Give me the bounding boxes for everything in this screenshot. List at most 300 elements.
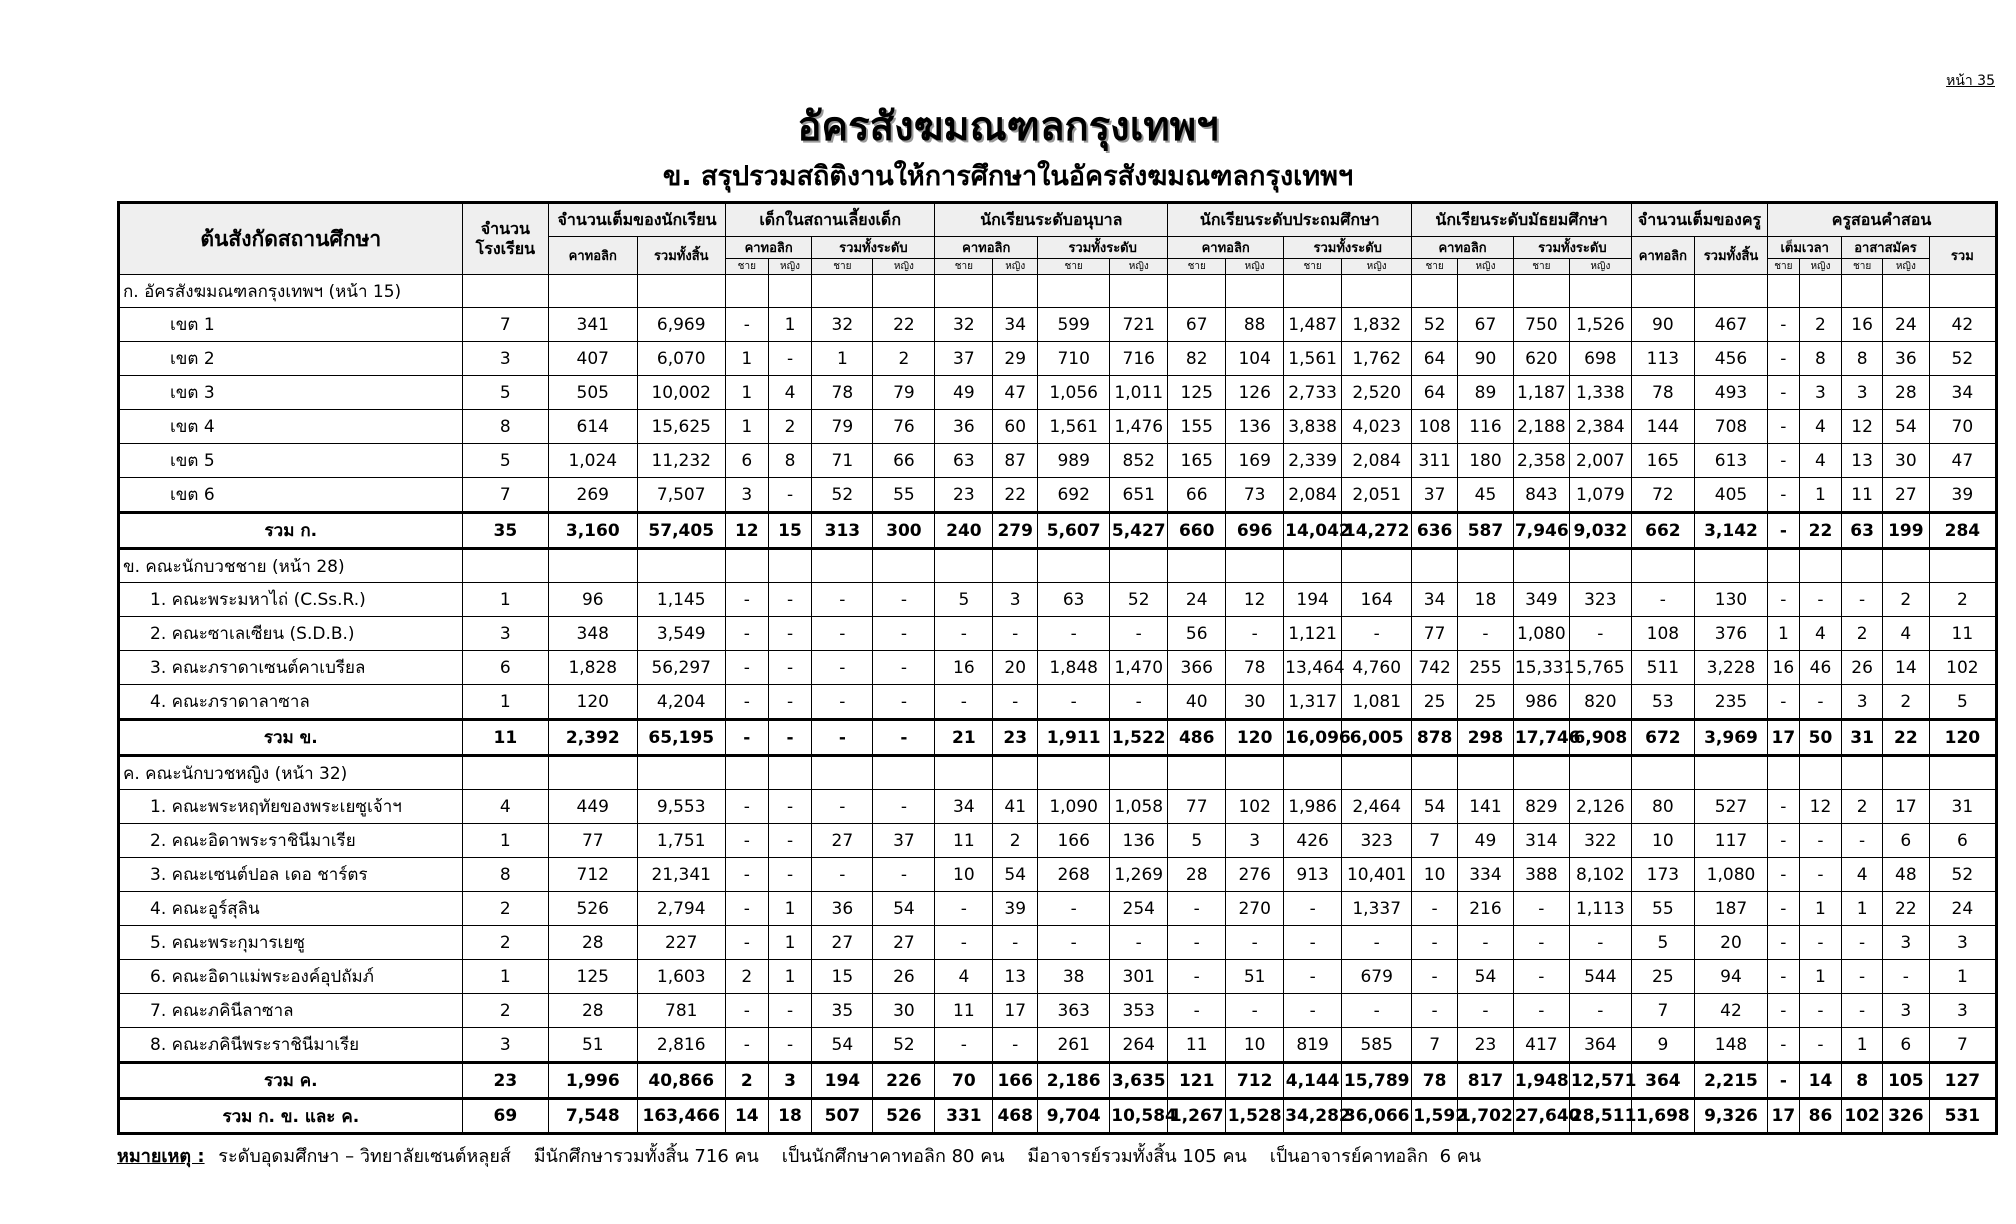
table-cell: 194 xyxy=(1284,583,1342,617)
table-cell: 82 xyxy=(1168,342,1226,376)
table-cell: 1,828 xyxy=(549,651,637,685)
table-cell: 56 xyxy=(1168,617,1226,651)
table-cell: 8 xyxy=(1799,342,1842,376)
table-cell: 11 xyxy=(1929,617,1996,651)
table-cell xyxy=(1842,756,1883,790)
table-cell: 16,096 xyxy=(1284,720,1342,756)
table-cell: 3,228 xyxy=(1694,651,1767,685)
table-cell: 1,592 xyxy=(1412,1099,1458,1134)
table-cell: 1,832 xyxy=(1342,308,1412,342)
table-cell: 2,339 xyxy=(1284,444,1342,478)
table-cell: 3 xyxy=(993,583,1038,617)
table-cell xyxy=(462,549,548,583)
table-cell: - xyxy=(1882,960,1929,994)
header-female: หญิง xyxy=(1882,259,1929,275)
table-cell: 53 xyxy=(1631,685,1694,720)
row-label: ข. คณะนักบวชชาย (หน้า 28) xyxy=(119,549,463,583)
table-cell: 8 xyxy=(768,444,812,478)
table-cell: 1 xyxy=(462,960,548,994)
header-male: ชาย xyxy=(1412,259,1458,275)
table-cell xyxy=(637,756,725,790)
table-cell: 279 xyxy=(993,513,1038,549)
table-cell: 829 xyxy=(1513,790,1569,824)
table-cell: 3,549 xyxy=(637,617,725,651)
table-cell: - xyxy=(873,790,935,824)
table-cell xyxy=(1168,275,1226,308)
table-cell: 8 xyxy=(1842,342,1883,376)
table-cell: 3 xyxy=(1929,994,1996,1028)
header-male: ชาย xyxy=(1842,259,1883,275)
header-teachers-catholic: คาทอลิก xyxy=(1631,237,1694,275)
table-cell: 113 xyxy=(1631,342,1694,376)
header-female: หญิง xyxy=(1342,259,1412,275)
table-cell: - xyxy=(1110,685,1168,720)
table-cell: 742 xyxy=(1412,651,1458,685)
table-cell: 363 xyxy=(1038,994,1110,1028)
table-cell: 6,005 xyxy=(1342,720,1412,756)
table-cell: 264 xyxy=(1110,1028,1168,1063)
table-cell: - xyxy=(725,583,768,617)
table-cell: 692 xyxy=(1038,478,1110,513)
table-cell xyxy=(1342,549,1412,583)
table-cell: 216 xyxy=(1458,892,1514,926)
table-cell: 30 xyxy=(1226,685,1284,720)
table-cell xyxy=(768,756,812,790)
table-cell xyxy=(1412,275,1458,308)
table-cell: 353 xyxy=(1110,994,1168,1028)
table-cell xyxy=(1929,549,1996,583)
table-cell: - xyxy=(768,858,812,892)
table-cell xyxy=(1569,275,1631,308)
table-cell: 21 xyxy=(935,720,993,756)
table-cell: 2 xyxy=(993,824,1038,858)
table-cell: 37 xyxy=(935,342,993,376)
table-cell: 331 xyxy=(935,1099,993,1134)
table-cell: - xyxy=(1569,994,1631,1028)
table-cell: 86 xyxy=(1799,1099,1842,1134)
table-cell xyxy=(812,756,873,790)
header-secondary: นักเรียนระดับมัธยมศึกษา xyxy=(1412,203,1632,237)
table-cell: 1 xyxy=(1768,617,1800,651)
header-female: หญิง xyxy=(993,259,1038,275)
table-cell: 155 xyxy=(1168,410,1226,444)
table-cell: 52 xyxy=(1929,858,1996,892)
table-cell: 1 xyxy=(768,960,812,994)
table-cell: 2 xyxy=(1842,790,1883,824)
table-cell: 1,145 xyxy=(637,583,725,617)
header-teachers-full: จำนวนเต็มของครู xyxy=(1631,203,1767,237)
header-male: ชาย xyxy=(812,259,873,275)
table-cell: 17 xyxy=(993,994,1038,1028)
table-cell: - xyxy=(768,1028,812,1063)
table-cell xyxy=(549,549,637,583)
row-label: 4. คณะอูร์สุลิน xyxy=(119,892,463,926)
table-cell: 6,969 xyxy=(637,308,725,342)
header-primary-all-levels: รวมทั้งระดับ xyxy=(1284,237,1412,259)
table-cell: 15,789 xyxy=(1342,1063,1412,1099)
table-cell: - xyxy=(1842,583,1883,617)
table-cell: 28 xyxy=(549,926,637,960)
table-cell: 144 xyxy=(1631,410,1694,444)
header-teachers-total: รวมทั้งสิ้น xyxy=(1694,237,1767,275)
table-row xyxy=(119,926,1997,960)
table-cell: 10 xyxy=(1631,824,1694,858)
table-cell: 57,405 xyxy=(637,513,725,549)
table-cell: 9,326 xyxy=(1694,1099,1767,1134)
table-cell xyxy=(1694,756,1767,790)
table-cell: 36 xyxy=(812,892,873,926)
table-cell xyxy=(768,549,812,583)
table-row xyxy=(119,410,1997,444)
table-cell: 141 xyxy=(1458,790,1514,824)
table-cell: - xyxy=(1768,824,1800,858)
table-cell: - xyxy=(1569,926,1631,960)
table-cell: - xyxy=(1284,892,1342,926)
table-cell: - xyxy=(1342,617,1412,651)
table-cell: 4,023 xyxy=(1342,410,1412,444)
table-cell: 40 xyxy=(1168,685,1226,720)
table-cell: 662 xyxy=(1631,513,1694,549)
table-cell: 73 xyxy=(1226,478,1284,513)
table-cell: 364 xyxy=(1569,1028,1631,1063)
table-cell: 311 xyxy=(1412,444,1458,478)
table-cell: 2,126 xyxy=(1569,790,1631,824)
row-label: 1. คณะพระหฤทัยของพระเยซูเจ้าฯ xyxy=(119,790,463,824)
table-cell: 49 xyxy=(935,376,993,410)
header-male: ชาย xyxy=(725,259,768,275)
table-cell: 37 xyxy=(1412,478,1458,513)
table-cell: 10 xyxy=(1412,858,1458,892)
table-cell: 1 xyxy=(1799,478,1842,513)
table-cell: 10 xyxy=(935,858,993,892)
table-cell: 2,051 xyxy=(1342,478,1412,513)
table-cell: 52 xyxy=(1412,308,1458,342)
table-cell: - xyxy=(1799,583,1842,617)
table-cell: 585 xyxy=(1342,1028,1412,1063)
table-cell: 52 xyxy=(812,478,873,513)
table-cell: 94 xyxy=(1694,960,1767,994)
table-cell: - xyxy=(873,685,935,720)
row-label: เขต 5 xyxy=(119,444,463,478)
table-cell: 672 xyxy=(1631,720,1694,756)
row-label: 5. คณะพระกุมารเยซู xyxy=(119,926,463,960)
table-cell: 25 xyxy=(1631,960,1694,994)
header-male: ชาย xyxy=(1168,259,1226,275)
table-cell: 1 xyxy=(462,583,548,617)
table-cell: 405 xyxy=(1694,478,1767,513)
table-cell: - xyxy=(1768,342,1800,376)
header-teaching-total: รวม xyxy=(1929,237,1996,275)
table-cell: 1,337 xyxy=(1342,892,1412,926)
table-cell: 4 xyxy=(1799,444,1842,478)
table-row xyxy=(119,651,1997,685)
table-cell: 3 xyxy=(1929,926,1996,960)
table-cell: 511 xyxy=(1631,651,1694,685)
table-cell: 69 xyxy=(462,1099,548,1134)
table-cell: 41 xyxy=(993,790,1038,824)
table-cell xyxy=(1458,275,1514,308)
table-cell xyxy=(935,756,993,790)
table-cell: 39 xyxy=(1929,478,1996,513)
table-cell: 14,042 xyxy=(1284,513,1342,549)
table-cell: 2,816 xyxy=(637,1028,725,1063)
table-cell: 65,195 xyxy=(637,720,725,756)
table-cell: - xyxy=(1799,685,1842,720)
table-cell: 24 xyxy=(1929,892,1996,926)
table-cell: 348 xyxy=(549,617,637,651)
table-cell: 270 xyxy=(1226,892,1284,926)
table-cell: 117 xyxy=(1694,824,1767,858)
table-cell: 37 xyxy=(873,824,935,858)
table-cell: 235 xyxy=(1694,685,1767,720)
table-cell: 39 xyxy=(993,892,1038,926)
table-cell: 34 xyxy=(1929,376,1996,410)
table-cell: 27 xyxy=(873,926,935,960)
table-cell: 9,553 xyxy=(637,790,725,824)
table-cell: 2,186 xyxy=(1038,1063,1110,1099)
table-cell: 750 xyxy=(1513,308,1569,342)
table-cell: 1,948 xyxy=(1513,1063,1569,1099)
table-cell: 6 xyxy=(462,651,548,685)
table-cell: 22 xyxy=(993,478,1038,513)
row-label: รวม ก. xyxy=(119,513,463,549)
table-cell: - xyxy=(725,685,768,720)
table-cell: 34 xyxy=(993,308,1038,342)
table-cell: 14 xyxy=(1882,651,1929,685)
table-row xyxy=(119,617,1997,651)
table-cell xyxy=(1768,756,1800,790)
table-cell: 9,704 xyxy=(1038,1099,1110,1134)
table-cell xyxy=(1882,275,1929,308)
table-cell: - xyxy=(1513,994,1569,1028)
row-label: เขต 6 xyxy=(119,478,463,513)
table-cell: 300 xyxy=(873,513,935,549)
table-cell: 52 xyxy=(1110,583,1168,617)
table-cell: 12 xyxy=(1842,410,1883,444)
table-cell: 660 xyxy=(1168,513,1226,549)
table-cell: 127 xyxy=(1929,1063,1996,1099)
table-cell: 10,002 xyxy=(637,376,725,410)
table-cell: 2,007 xyxy=(1569,444,1631,478)
footnote xyxy=(117,1141,1481,1170)
table-cell: 16 xyxy=(935,651,993,685)
table-cell: - xyxy=(812,858,873,892)
table-cell: 721 xyxy=(1110,308,1168,342)
table-cell: 11 xyxy=(935,824,993,858)
table-cell: 5,607 xyxy=(1038,513,1110,549)
table-cell: - xyxy=(1842,994,1883,1028)
table-cell: 89 xyxy=(1458,376,1514,410)
table-cell xyxy=(1513,549,1569,583)
table-cell: 2 xyxy=(1882,685,1929,720)
section-heading-row xyxy=(119,275,1997,308)
table-cell: - xyxy=(1842,926,1883,960)
table-cell: - xyxy=(993,1028,1038,1063)
table-cell: 349 xyxy=(1513,583,1569,617)
table-cell: 227 xyxy=(637,926,725,960)
table-cell: 102 xyxy=(1226,790,1284,824)
table-cell: 63 xyxy=(1842,513,1883,549)
table-cell: 7,507 xyxy=(637,478,725,513)
table-cell: 679 xyxy=(1342,960,1412,994)
table-cell: - xyxy=(993,617,1038,651)
header-primary: นักเรียนระดับประถมศึกษา xyxy=(1168,203,1412,237)
table-cell: 1,986 xyxy=(1284,790,1342,824)
table-cell: - xyxy=(768,651,812,685)
table-cell: 20 xyxy=(1694,926,1767,960)
table-cell: 843 xyxy=(1513,478,1569,513)
table-cell xyxy=(1513,275,1569,308)
table-cell: 698 xyxy=(1569,342,1631,376)
table-cell: 1,561 xyxy=(1038,410,1110,444)
table-cell: 15,625 xyxy=(637,410,725,444)
table-cell xyxy=(1226,549,1284,583)
table-cell xyxy=(1226,756,1284,790)
table-cell: 2,188 xyxy=(1513,410,1569,444)
header-female: หญิง xyxy=(1458,259,1514,275)
table-cell: - xyxy=(1768,960,1800,994)
table-cell: - xyxy=(1799,926,1842,960)
row-label: 2. คณะอิดาพระราชินีมาเรีย xyxy=(119,824,463,858)
table-cell: - xyxy=(1799,994,1842,1028)
table-cell: 14 xyxy=(1799,1063,1842,1099)
table-cell: - xyxy=(1168,960,1226,994)
table-cell: - xyxy=(1226,617,1284,651)
table-cell: 63 xyxy=(935,444,993,478)
table-cell: 1 xyxy=(768,308,812,342)
subtotal-row xyxy=(119,720,1997,756)
table-cell: 79 xyxy=(812,410,873,444)
table-cell: 22 xyxy=(1882,720,1929,756)
table-cell: 2 xyxy=(462,994,548,1028)
table-cell: 17 xyxy=(1882,790,1929,824)
table-cell: 2 xyxy=(1882,583,1929,617)
table-cell: 77 xyxy=(1412,617,1458,651)
header-fulltime: เต็มเวลา xyxy=(1768,237,1842,259)
table-cell: 1,080 xyxy=(1694,858,1767,892)
table-cell: 1 xyxy=(725,376,768,410)
table-cell: 7,548 xyxy=(549,1099,637,1134)
table-cell xyxy=(1799,275,1842,308)
table-cell: 1 xyxy=(1842,1028,1883,1063)
header-students-catholic: คาทอลิก xyxy=(549,237,637,275)
table-cell: 38 xyxy=(1038,960,1110,994)
table-cell: - xyxy=(1110,617,1168,651)
table-cell xyxy=(1882,756,1929,790)
header-school-count: จำนวนโรงเรียน xyxy=(462,203,548,275)
table-cell: 3 xyxy=(462,1028,548,1063)
table-cell xyxy=(549,275,637,308)
table-cell: 28 xyxy=(1168,858,1226,892)
table-cell: 1 xyxy=(812,342,873,376)
table-cell: 24 xyxy=(1168,583,1226,617)
table-cell xyxy=(725,275,768,308)
table-cell: 25 xyxy=(1458,685,1514,720)
table-cell xyxy=(812,549,873,583)
table-cell: 12,571 xyxy=(1569,1063,1631,1099)
table-cell: 4 xyxy=(935,960,993,994)
table-cell: 2,384 xyxy=(1569,410,1631,444)
table-cell: 54 xyxy=(993,858,1038,892)
table-cell: 50 xyxy=(1799,720,1842,756)
header-kg-catholic: คาทอลิก xyxy=(935,237,1038,259)
table-cell: 313 xyxy=(812,513,873,549)
row-label: เขต 1 xyxy=(119,308,463,342)
table-cell: 1,079 xyxy=(1569,478,1631,513)
table-cell: - xyxy=(725,308,768,342)
table-cell: - xyxy=(1799,824,1842,858)
table-cell: - xyxy=(1768,858,1800,892)
table-cell: 7 xyxy=(1412,824,1458,858)
table-cell: 8,102 xyxy=(1569,858,1631,892)
table-cell: 51 xyxy=(1226,960,1284,994)
header-female: หญิง xyxy=(1110,259,1168,275)
table-cell: 15 xyxy=(812,960,873,994)
table-cell: - xyxy=(1342,994,1412,1028)
table-cell: 2 xyxy=(1842,617,1883,651)
table-cell: - xyxy=(1458,617,1514,651)
table-cell: - xyxy=(1284,960,1342,994)
table-cell: 6 xyxy=(1929,824,1996,858)
table-cell: 148 xyxy=(1694,1028,1767,1063)
header-female: หญิง xyxy=(1226,259,1284,275)
table-cell: - xyxy=(1768,790,1800,824)
table-cell: 3 xyxy=(768,1063,812,1099)
table-cell xyxy=(1631,275,1694,308)
table-cell: - xyxy=(1799,1028,1842,1063)
table-cell: - xyxy=(1569,617,1631,651)
table-cell: 366 xyxy=(1168,651,1226,685)
table-cell: - xyxy=(1768,583,1800,617)
table-cell: - xyxy=(812,790,873,824)
table-cell: 27 xyxy=(812,926,873,960)
table-cell: 587 xyxy=(1458,513,1514,549)
table-cell: 2,084 xyxy=(1342,444,1412,478)
table-cell: - xyxy=(993,926,1038,960)
table-cell: 7,946 xyxy=(1513,513,1569,549)
table-cell: 1,762 xyxy=(1342,342,1412,376)
table-cell: 166 xyxy=(1038,824,1110,858)
header-students-full: จำนวนเต็มของนักเรียน xyxy=(549,203,726,237)
table-cell: 1,522 xyxy=(1110,720,1168,756)
table-cell xyxy=(1226,275,1284,308)
table-row xyxy=(119,308,1997,342)
table-cell: 376 xyxy=(1694,617,1767,651)
table-cell: 28,511 xyxy=(1569,1099,1631,1134)
table-cell: 27,640 xyxy=(1513,1099,1569,1134)
education-statistics-table xyxy=(117,201,1998,1135)
table-cell: - xyxy=(812,651,873,685)
table-cell: 34 xyxy=(1412,583,1458,617)
table-cell: 96 xyxy=(549,583,637,617)
table-cell: 104 xyxy=(1226,342,1284,376)
table-cell: 76 xyxy=(873,410,935,444)
table-cell: 2 xyxy=(1799,308,1842,342)
table-cell: 852 xyxy=(1110,444,1168,478)
table-cell: 5,427 xyxy=(1110,513,1168,549)
table-cell xyxy=(1284,756,1342,790)
table-cell: 70 xyxy=(935,1063,993,1099)
table-cell: 531 xyxy=(1929,1099,1996,1134)
table-cell xyxy=(1284,549,1342,583)
page-number: หน้า 35 xyxy=(1946,73,1995,89)
table-cell xyxy=(1038,275,1110,308)
table-cell: - xyxy=(935,617,993,651)
table-cell: - xyxy=(1768,1063,1800,1099)
table-cell xyxy=(1768,549,1800,583)
table-cell: 1,702 xyxy=(1458,1099,1514,1134)
table-cell xyxy=(462,756,548,790)
